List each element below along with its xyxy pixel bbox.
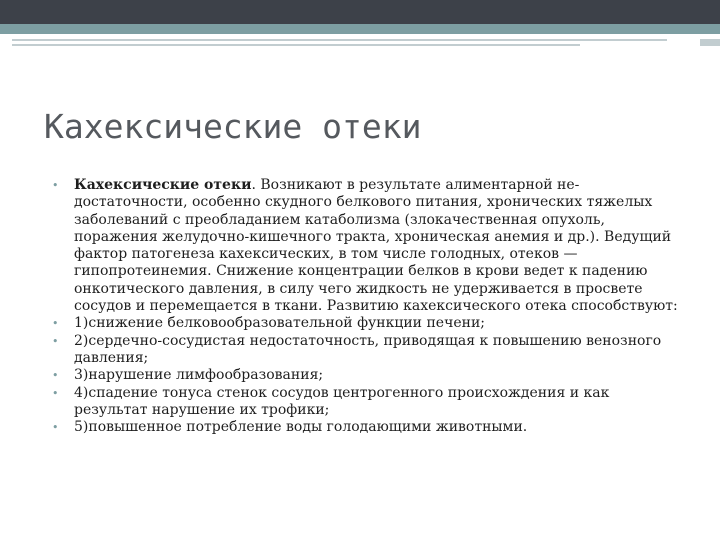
bullet-icon: •	[52, 317, 59, 331]
list-item	[48, 419, 678, 436]
bullet-icon: •	[52, 334, 59, 348]
decor-line-right	[700, 39, 720, 46]
slide-title: Кахексические отеки	[44, 107, 422, 146]
bullet-icon: •	[52, 369, 59, 383]
list-item	[48, 367, 678, 384]
item-text: . Возникают в результате алиментарной не-достаточности, особенно скудного белкового питания, хронических тяжелых заболеваний с преобладанием катаболизма (злокачественная опухоль, поражения желудочно-кишечного тракта, хроническая анемия и др.). Ведущий фактор патогенеза кахексических, в том числе голодных, отеков — гипопротеинемия. Снижение концентрации белков в крови ведет к падению онкотического давления, в силу чего жидкость не удерживается в просвете сосудов и перемещается в ткани. Развитию кахексического отека способствуют:	[74, 177, 678, 315]
list-item	[48, 385, 678, 420]
bullet-icon: •	[52, 386, 59, 400]
bullet-icon: •	[52, 421, 59, 435]
item-text: 4)спадение тонуса стенок сосудов центрогенного происхождения и как результат нарушение их трофики;	[74, 384, 610, 418]
item-lead: Кахексические отеки	[74, 177, 252, 193]
item-text: 3)нарушение лимфообразования;	[74, 367, 324, 384]
decor-line-upper	[12, 39, 667, 41]
decor-line-lower	[12, 44, 580, 46]
list-item	[48, 333, 678, 368]
item-text: 5)повышенное потребление воды голодающими животными.	[74, 419, 528, 436]
top-accent-bar	[0, 24, 720, 34]
list-item	[48, 315, 678, 332]
list-item	[48, 177, 678, 315]
item-text: 2)сердечно-сосудистая недостаточность, приводящая к повышению венозного давления;	[74, 332, 662, 366]
bullet-icon: •	[52, 179, 59, 192]
bullet-list	[48, 177, 678, 436]
item-text: 1)снижение белковообразовательной функции печени;	[74, 315, 486, 332]
top-dark-bar	[0, 0, 720, 24]
